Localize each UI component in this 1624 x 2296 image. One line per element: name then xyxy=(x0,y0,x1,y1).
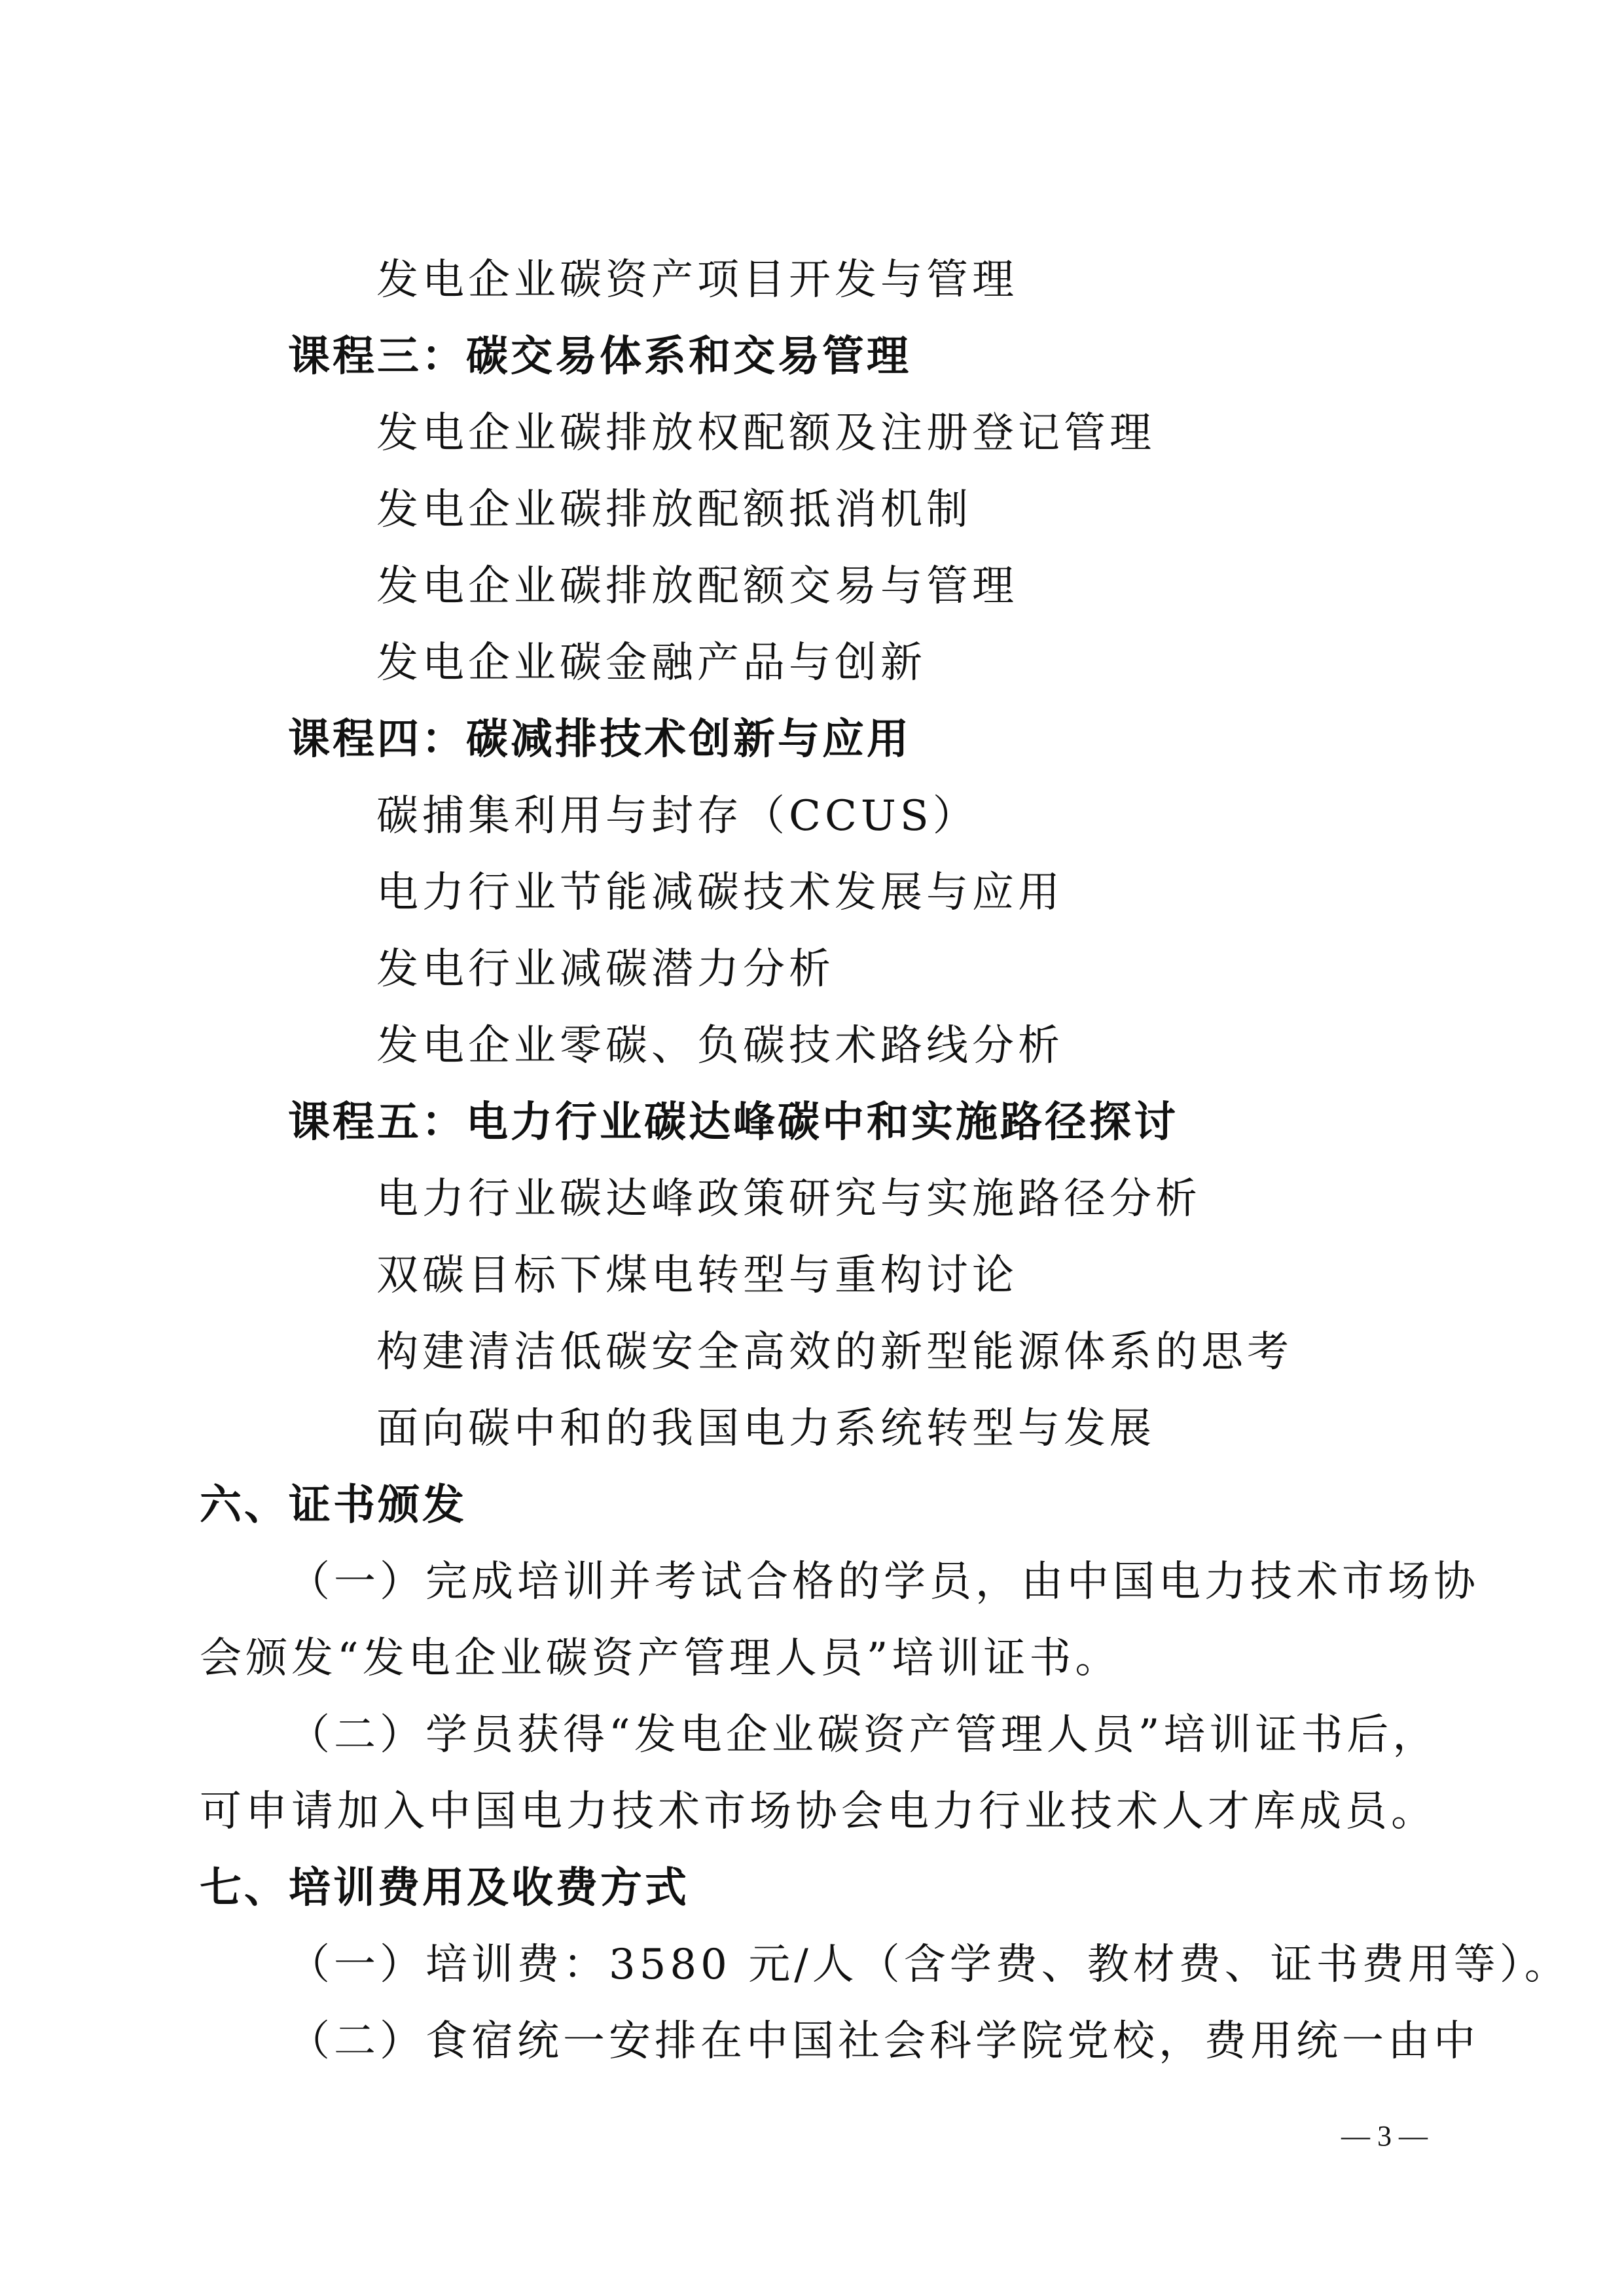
course-item: 发电企业零碳、负碳技术路线分析 xyxy=(376,1022,1064,1070)
course-item: 碳捕集利用与封存（CCUS） xyxy=(376,792,979,840)
section-heading-6: 六、证书颁发 xyxy=(200,1480,467,1530)
course-item: 面向碳中和的我国电力系统转型与发展 xyxy=(376,1405,1155,1453)
paragraph-line: 会颁发“发电企业碳资产管理人员”培训证书。 xyxy=(200,1634,1121,1683)
course-item: 发电行业减碳潜力分析 xyxy=(376,945,835,994)
course-item: 发电企业碳排放配额交易与管理 xyxy=(376,562,1018,611)
course-item: 发电企业碳排放配额抵消机制 xyxy=(376,486,972,534)
paragraph-line: 可申请加入中国电力技术市场协会电力行业技术人才库成员。 xyxy=(200,1787,1437,1836)
course-item: 电力行业节能减碳技术发展与应用 xyxy=(376,869,1064,917)
course-item: 发电企业碳排放权配额及注册登记管理 xyxy=(376,409,1155,457)
section-heading-7: 七、培训费用及收费方式 xyxy=(200,1863,689,1912)
paragraph-line: （一）完成培训并考试合格的学员，由中国电力技术市场协 xyxy=(288,1558,1479,1606)
course-item: 构建清洁低碳安全高效的新型能源体系的思考 xyxy=(376,1328,1293,1376)
course-item: 电力行业碳达峰政策研究与实施路径分析 xyxy=(376,1175,1201,1223)
course-item: 发电企业碳金融产品与创新 xyxy=(376,639,926,687)
paragraph-line: （二）食宿统一安排在中国社会科学院党校，费用统一由中 xyxy=(288,2017,1479,2066)
course-heading-4: 课程四：碳减排技术创新与应用 xyxy=(288,715,911,764)
paragraph-line: （一）培训费：3580 元/人（含学费、教材费、证书费用等）。 xyxy=(288,1941,1570,1989)
page-number: — 3 — xyxy=(1341,2120,1428,2152)
course-heading-3: 课程三：碳交易体系和交易管理 xyxy=(288,332,911,381)
paragraph-line: （二）学员获得“发电企业碳资产管理人员”培训证书后， xyxy=(288,1711,1439,1759)
course-item: 双碳目标下煤电转型与重构讨论 xyxy=(376,1251,1018,1300)
course-heading-5: 课程五：电力行业碳达峰碳中和实施路径探讨 xyxy=(288,1098,1178,1147)
course-item: 发电企业碳资产项目开发与管理 xyxy=(376,256,1018,304)
